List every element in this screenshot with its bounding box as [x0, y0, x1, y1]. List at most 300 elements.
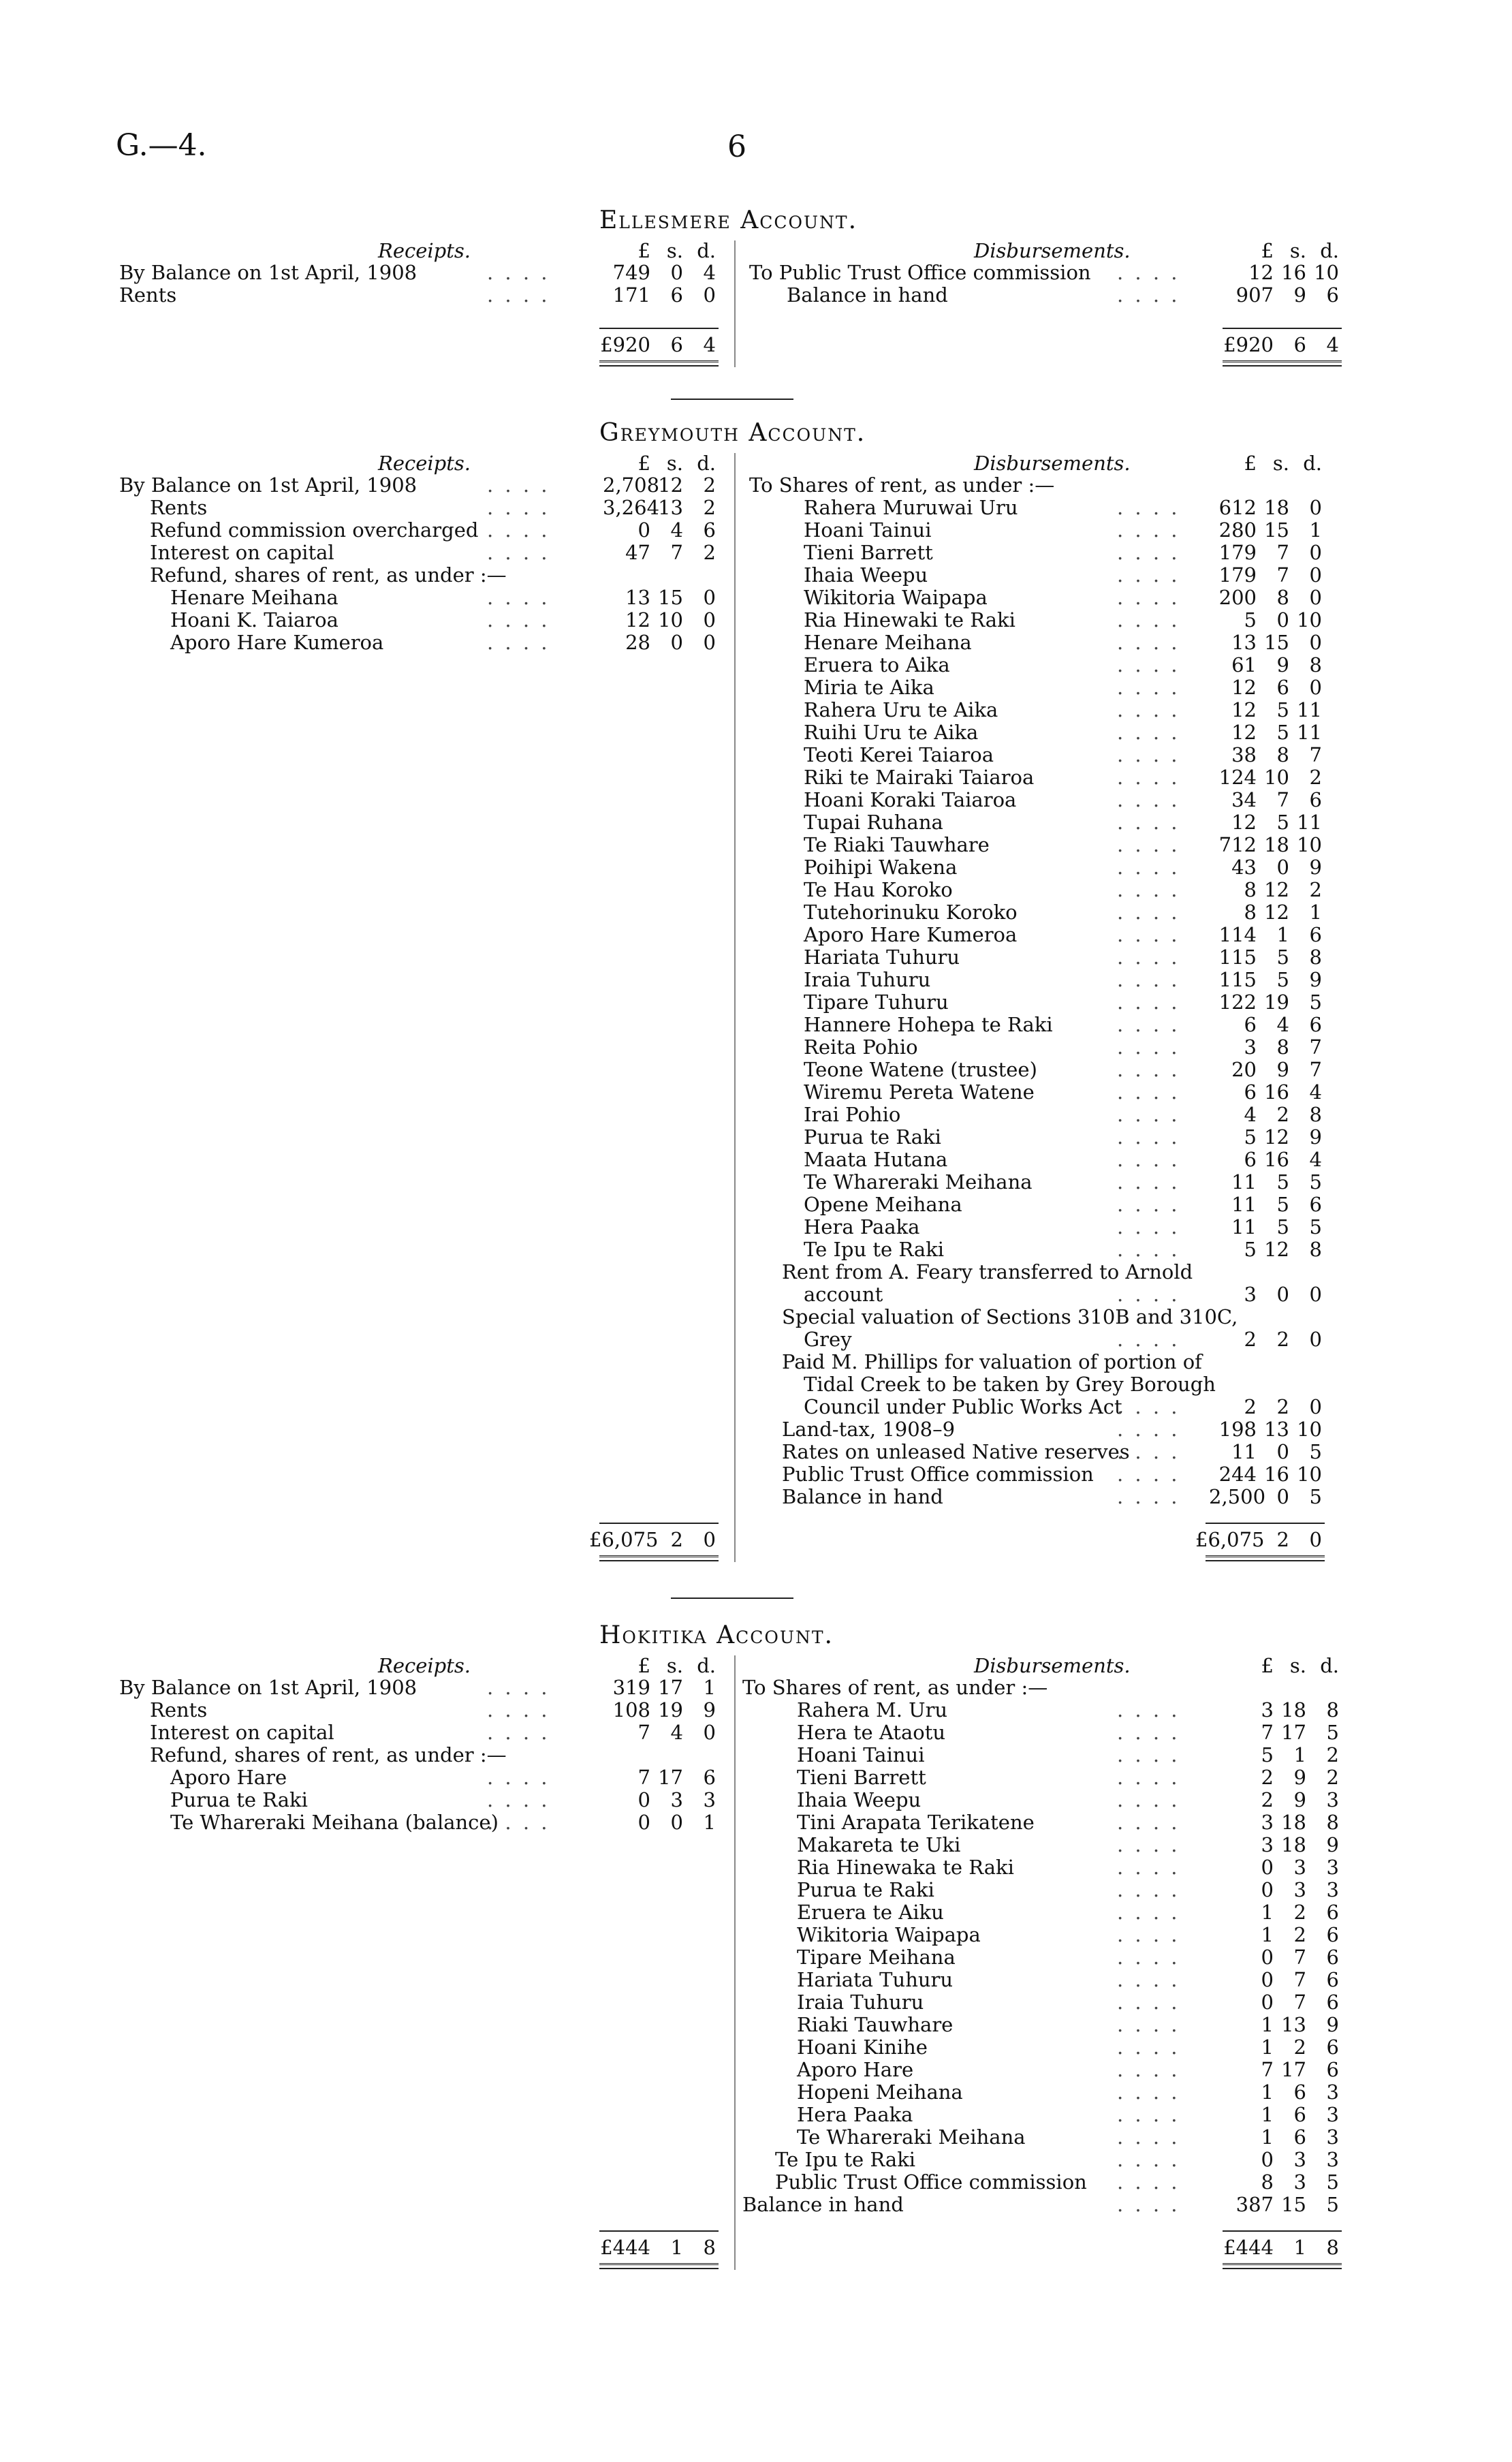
ellesmere-receipts-money-header-pound: £	[637, 239, 650, 262]
hokitika-receipts-money-header-pence: d.	[697, 1654, 716, 1677]
hokitika-receipt-amount-d: 3	[703, 1788, 716, 1811]
greymouth-receipt-amount-s: 10	[658, 608, 683, 632]
greymouth-disbursement-label: Tidal Creek to be taken by Grey Borough	[804, 1373, 1216, 1396]
greymouth-disbursement-label: Ruihi Uru te Aika	[804, 721, 979, 744]
greymouth-disbursement-row	[0, 1238, 1512, 1260]
hokitika-disbursement-amount	[1226, 1698, 1339, 1721]
hokitika-disbursement-label: Hoani Tainui	[797, 1743, 925, 1766]
hokitika-disbursement-row	[0, 1878, 1512, 1901]
greymouth-disbursement-label: account	[804, 1283, 883, 1306]
greymouth-disbursement-amount-s: 0	[1276, 608, 1289, 632]
greymouth-disbursement-label: Council under Public Works Act	[804, 1395, 1122, 1418]
greymouth-disbursement-row	[0, 631, 1512, 653]
ellesmere-disbursement-amount	[1226, 283, 1339, 307]
greymouth-disbursement-dots: . . . .	[1117, 743, 1180, 766]
greymouth-disbursement-label: Tutehorinuku Koroko	[804, 901, 1018, 924]
greymouth-disbursement-label: Hoani Tainui	[804, 518, 932, 542]
greymouth-disbursement-amount-d: 8	[1309, 1238, 1322, 1261]
hokitika-receipt-amount-s: 19	[658, 1698, 683, 1721]
hokitika-receipts-total	[589, 2236, 716, 2259]
hokitika-disbursement-dots: . . . .	[1117, 1968, 1180, 1991]
greymouth-disbursement-amount-l: 11	[1231, 1440, 1257, 1463]
greymouth-disbursement-amount-d: 9	[1309, 1125, 1322, 1149]
greymouth-disbursement-amount-l: 6	[1244, 1148, 1257, 1171]
hokitika-disbursement-amount	[1226, 2036, 1339, 2059]
hokitika-receipt-amount-d: 6	[703, 1766, 716, 1789]
hokitika-receipts-money-header-pound: £	[637, 1654, 650, 1677]
hokitika-receipt-dots: . . . .	[487, 1766, 550, 1789]
hokitika-disbursement-amount-s: 2	[1293, 1901, 1306, 1924]
greymouth-disbursement-dots: . . . .	[1117, 946, 1180, 969]
hokitika-title-rule	[671, 1598, 793, 1599]
hokitika-disbursement-row	[0, 2081, 1512, 2103]
greymouth-disbursement-label: Grey	[804, 1328, 852, 1351]
hokitika-disbursement-dots: . . . .	[1117, 1833, 1180, 1856]
greymouth-disbursement-row	[0, 856, 1512, 878]
hokitika-disbursement-amount-d: 6	[1326, 1901, 1339, 1924]
hokitika-disbursement-amount-d: 3	[1326, 1878, 1339, 1901]
hokitika-disbursement-row	[0, 1923, 1512, 1946]
ellesmere-disbursement-amount-l: 907	[1235, 283, 1274, 307]
greymouth-disbursement-row	[0, 1485, 1512, 1508]
hokitika-disbursement-dots: . . . .	[1117, 2058, 1180, 2081]
hokitika-receipt-label: By Balance on 1st April, 1908	[119, 1676, 418, 1699]
greymouth-disbursement-amount	[1209, 1035, 1322, 1059]
hokitika-receipt-label: Aporo Hare	[170, 1766, 287, 1789]
ellesmere-disbursement-row	[0, 261, 1512, 283]
greymouth-disbursement-dots: . . . .	[1117, 563, 1180, 587]
greymouth-disbursements-total	[1195, 1528, 1322, 1551]
hokitika-disbursement-label: Ihaia Weepu	[797, 1788, 922, 1811]
hokitika-disbursements-total-l: £444	[1223, 2236, 1274, 2259]
hokitika-disbursement-amount-d: 3	[1326, 2148, 1339, 2171]
greymouth-disbursement-row	[0, 1215, 1512, 1238]
greymouth-disbursement-label: Ria Hinewaki te Raki	[804, 608, 1015, 632]
greymouth-disbursement-amount-s: 9	[1276, 1058, 1289, 1081]
greymouth-disbursement-amount	[1209, 1148, 1322, 1171]
greymouth-receipts-money-header	[603, 452, 716, 475]
greymouth-receipt-amount-d: 0	[703, 631, 716, 654]
hokitika-disbursement-amount-l: 0	[1261, 2148, 1274, 2171]
hokitika-disbursement-row	[0, 1811, 1512, 1833]
greymouth-disbursements-total-rule	[1206, 1523, 1325, 1524]
greymouth-disbursements-total-d: 0	[1309, 1528, 1322, 1551]
ellesmere-disbursements-money-header-pence: d.	[1320, 239, 1339, 262]
greymouth-disbursement-amount-l: 179	[1218, 563, 1257, 587]
hokitika-disbursement-label: Te Ipu te Raki	[775, 2148, 916, 2171]
greymouth-disbursement-row	[0, 1440, 1512, 1463]
greymouth-disbursement-dots: . . . .	[1117, 923, 1180, 946]
greymouth-disbursement-amount-d: 4	[1309, 1148, 1322, 1171]
ellesmere-disbursement-amount-s: 9	[1293, 283, 1306, 307]
greymouth-disbursement-amount	[1209, 901, 1322, 924]
ellesmere-disbursement-amount-d: 6	[1326, 283, 1339, 307]
ellesmere-disbursements-total-d: 4	[1326, 333, 1339, 356]
hokitika-disbursement-amount-l: 1	[1261, 2125, 1274, 2149]
hokitika-disbursement-amount-l: 2	[1261, 1766, 1274, 1789]
greymouth-disbursement-row	[0, 946, 1512, 968]
greymouth-receipt-amount-l: 2,708	[603, 473, 660, 497]
greymouth-disbursement-dots: . . . .	[1117, 1125, 1180, 1149]
greymouth-disbursement-dots: . . . .	[1117, 766, 1180, 789]
greymouth-disbursement-amount	[1209, 946, 1322, 969]
greymouth-disbursement-amount-s: 7	[1276, 563, 1289, 587]
greymouth-disbursement-row	[0, 541, 1512, 563]
greymouth-disbursement-amount-d: 8	[1309, 653, 1322, 676]
hokitika-disbursement-amount-l: 1	[1261, 1923, 1274, 1946]
greymouth-disbursement-amount-l: 12	[1231, 811, 1257, 834]
greymouth-disbursement-amount-d: 5	[1309, 1215, 1322, 1238]
ellesmere-receipts-label: Receipts.	[378, 239, 471, 262]
hokitika-disbursement-label: Makareta te Uki	[797, 1833, 961, 1856]
greymouth-disbursement-amount-d: 1	[1309, 518, 1322, 542]
greymouth-disbursement-amount	[1209, 766, 1322, 789]
greymouth-receipts-total-l: £6,075	[589, 1528, 659, 1551]
greymouth-disbursement-row	[0, 743, 1512, 766]
greymouth-disbursement-amount-s: 13	[1264, 1418, 1289, 1441]
greymouth-disbursement-amount-l: 6	[1244, 1013, 1257, 1036]
greymouth-disbursement-amount	[1209, 811, 1322, 834]
greymouth-disbursement-amount	[1209, 721, 1322, 744]
greymouth-receipt-label: Refund commission overcharged	[150, 518, 479, 542]
greymouth-disbursement-amount	[1209, 518, 1322, 542]
greymouth-receipt-amount-s: 12	[658, 473, 683, 497]
hokitika-receipt-dots: . . . .	[487, 1811, 550, 1834]
hokitika-disbursement-amount-l: 0	[1261, 1968, 1274, 1991]
greymouth-disbursement-amount-l: 12	[1231, 698, 1257, 721]
ellesmere-disbursement-amount	[1226, 261, 1339, 284]
hokitika-disbursement-label: Hera Paaka	[797, 2103, 913, 2126]
greymouth-disbursement-label: Rahera Uru te Aika	[804, 698, 998, 721]
hokitika-disbursement-amount-d: 3	[1326, 2125, 1339, 2149]
ellesmere-receipts-total	[589, 333, 716, 356]
greymouth-receipts-total	[589, 1528, 716, 1551]
hokitika-disbursement-row	[0, 1743, 1512, 1766]
greymouth-receipts-total-double-rule	[599, 1555, 719, 1561]
greymouth-disbursement-amount-l: 115	[1218, 946, 1257, 969]
greymouth-disbursement-amount	[1209, 1418, 1322, 1441]
greymouth-disbursement-amount-l: 8	[1244, 878, 1257, 901]
hokitika-receipts-total-rule	[599, 2230, 719, 2232]
hokitika-disbursement-amount-s: 18	[1281, 1833, 1306, 1856]
greymouth-disbursement-dots: . . . .	[1117, 1148, 1180, 1171]
greymouth-disbursement-amount-d: 0	[1309, 1283, 1322, 1306]
greymouth-receipts-total-d: 0	[703, 1528, 716, 1551]
greymouth-receipts-money-header-pound: £	[637, 452, 650, 475]
hokitika-receipt-label: Purua te Raki	[170, 1788, 308, 1811]
hokitika-disbursement-amount-s: 6	[1293, 2081, 1306, 2104]
hokitika-disbursement-amount-s: 3	[1293, 2148, 1306, 2171]
greymouth-disbursement-dots: . . . .	[1117, 1463, 1180, 1486]
greymouth-disbursement-label: Balance in hand	[782, 1485, 943, 1508]
greymouth-disbursement-dots: . . . .	[1117, 1238, 1180, 1261]
greymouth-disbursement-amount-d: 4	[1309, 1080, 1322, 1104]
hokitika-disbursement-amount-l: 7	[1261, 2058, 1274, 2081]
greymouth-disbursement-amount-s: 0	[1276, 1485, 1289, 1508]
greymouth-disbursement-row	[0, 1148, 1512, 1170]
greymouth-disbursement-amount-l: 200	[1218, 586, 1257, 609]
greymouth-disbursement-dots: . . . .	[1117, 1418, 1180, 1441]
greymouth-disbursement-label: Hariata Tuhuru	[804, 946, 960, 969]
greymouth-disbursement-amount	[1209, 1013, 1322, 1036]
hokitika-disbursement-label: Te Whareraki Meihana	[797, 2125, 1026, 2149]
greymouth-disbursement-label: Wiremu Pereta Watene	[804, 1080, 1035, 1104]
greymouth-disbursement-dots: . . . .	[1117, 1170, 1180, 1194]
greymouth-disbursement-dots: . . . .	[1117, 991, 1180, 1014]
greymouth-disbursement-amount-s: 5	[1276, 811, 1289, 834]
greymouth-disbursement-amount-l: 122	[1218, 991, 1257, 1014]
hokitika-disbursement-amount-l: 0	[1261, 1856, 1274, 1879]
hokitika-receipt-dots: . . . .	[487, 1676, 550, 1699]
greymouth-disbursement-row	[0, 1463, 1512, 1485]
hokitika-disbursement-amount-l: 1	[1261, 2036, 1274, 2059]
greymouth-disbursement-amount-l: 179	[1218, 541, 1257, 564]
greymouth-disbursement-label: Public Trust Office commission	[782, 1463, 1094, 1486]
hokitika-receipts-money-header	[603, 1654, 716, 1677]
hokitika-disbursement-amount	[1226, 2170, 1339, 2194]
greymouth-disbursement-label: Eruera to Aika	[804, 653, 950, 676]
hokitika-disbursements-total-s: 1	[1293, 2236, 1306, 2259]
greymouth-disbursement-amount	[1209, 1080, 1322, 1104]
greymouth-disbursement-dots: . . . .	[1117, 1485, 1180, 1508]
hokitika-receipt-amount-s: 17	[658, 1766, 683, 1789]
greymouth-receipt-label: Refund, shares of rent, as under :—	[150, 563, 507, 587]
hokitika-disbursements-label: Disbursements.	[974, 1654, 1131, 1677]
hokitika-disbursement-dots: . . . .	[1117, 1766, 1180, 1789]
hokitika-disbursement-amount	[1226, 1766, 1339, 1789]
hokitika-receipt-amount-l: 7	[637, 1721, 650, 1744]
greymouth-disbursement-amount-s: 2	[1276, 1103, 1289, 1126]
hokitika-receipt-amount-d: 1	[703, 1811, 716, 1834]
greymouth-receipt-amount-l: 0	[637, 518, 650, 542]
hokitika-disbursement-amount-d: 3	[1326, 2081, 1339, 2104]
greymouth-disbursement-row	[0, 968, 1512, 991]
hokitika-disbursement-amount-s: 1	[1293, 1743, 1306, 1766]
hokitika-disbursement-amount	[1226, 1968, 1339, 1991]
greymouth-disbursement-dots: . . . .	[1117, 496, 1180, 519]
hokitika-receipts-total-d: 8	[703, 2236, 716, 2259]
greymouth-disbursement-row	[0, 1170, 1512, 1193]
greymouth-disbursements-money-header-pound: £	[1244, 452, 1257, 475]
greymouth-disbursement-amount	[1209, 1103, 1322, 1126]
greymouth-receipts-label: Receipts.	[378, 452, 471, 475]
greymouth-disbursement-amount	[1209, 833, 1322, 856]
greymouth-disbursement-row	[0, 766, 1512, 788]
greymouth-disbursement-amount-d: 8	[1309, 1103, 1322, 1126]
greymouth-disbursement-amount-l: 2	[1244, 1328, 1257, 1351]
hokitika-disbursements-total	[1212, 2236, 1339, 2259]
greymouth-disbursement-label: Opene Meihana	[804, 1193, 962, 1216]
greymouth-receipt-amount-l: 12	[625, 608, 650, 632]
greymouth-disbursement-amount-s: 8	[1276, 743, 1289, 766]
greymouth-disbursement-label: To Shares of rent, as under :—	[749, 473, 1055, 497]
greymouth-disbursement-dots: . . . .	[1117, 901, 1180, 924]
hokitika-receipt-amount-l: 319	[612, 1676, 650, 1699]
greymouth-receipt-amount-s: 7	[670, 541, 683, 564]
greymouth-disbursement-label: Teoti Kerei Taiaroa	[804, 743, 994, 766]
hokitika-disbursement-amount-l: 7	[1261, 1721, 1274, 1744]
ellesmere-receipt-amount-d: 0	[703, 283, 716, 307]
greymouth-disbursement-amount-s: 12	[1264, 901, 1289, 924]
hokitika-disbursement-amount-d: 9	[1326, 2013, 1339, 2036]
hokitika-disbursement-amount	[1226, 2193, 1339, 2216]
greymouth-disbursement-row	[0, 496, 1512, 518]
greymouth-receipt-amount-d: 2	[703, 473, 716, 497]
greymouth-disbursement-amount-l: 5	[1244, 608, 1257, 632]
greymouth-disbursement-row	[0, 1305, 1512, 1328]
greymouth-receipt-label: Aporo Hare Kumeroa	[170, 631, 384, 654]
greymouth-disbursement-dots: . . . .	[1117, 1328, 1180, 1351]
greymouth-disbursement-row	[0, 878, 1512, 901]
hokitika-disbursement-amount-d: 6	[1326, 1991, 1339, 2014]
hokitika-disbursement-label: Iraia Tuhuru	[797, 1991, 924, 2014]
greymouth-disbursement-amount	[1209, 1440, 1322, 1463]
hokitika-disbursement-amount-d: 6	[1326, 2036, 1339, 2059]
greymouth-disbursement-amount-d: 5	[1309, 991, 1322, 1014]
greymouth-disbursement-amount-d: 11	[1297, 811, 1322, 834]
greymouth-disbursement-amount-d: 7	[1309, 1058, 1322, 1081]
hokitika-disbursement-amount-d: 6	[1326, 1923, 1339, 1946]
greymouth-disbursement-amount	[1209, 923, 1322, 946]
hokitika-disbursement-dots: . . . .	[1117, 1698, 1180, 1721]
greymouth-disbursement-amount	[1209, 788, 1322, 811]
greymouth-disbursement-amount-d: 10	[1297, 1418, 1322, 1441]
greymouth-disbursement-label: Rates on unleased Native reserves	[782, 1440, 1130, 1463]
greymouth-disbursement-amount-l: 5	[1244, 1238, 1257, 1261]
hokitika-disbursements-money-header-shilling: s.	[1289, 1654, 1306, 1677]
greymouth-disbursement-label: Maata Hutana	[804, 1148, 948, 1171]
hokitika-disbursement-label: Balance in hand	[742, 2193, 904, 2216]
greymouth-disbursement-amount-s: 5	[1276, 1193, 1289, 1216]
hokitika-receipt-amount-d: 0	[703, 1721, 716, 1744]
greymouth-disbursement-amount	[1209, 1058, 1322, 1081]
ellesmere-disbursement-amount-l: 12	[1248, 261, 1274, 284]
ellesmere-disbursements-money-header	[1226, 239, 1339, 262]
greymouth-disbursement-row	[0, 676, 1512, 698]
greymouth-disbursement-amount-l: 2	[1244, 1395, 1257, 1418]
greymouth-disbursement-amount-l: 11	[1231, 1215, 1257, 1238]
hokitika-disbursement-row	[0, 1721, 1512, 1743]
hokitika-receipt-amount-l: 108	[612, 1698, 650, 1721]
greymouth-disbursement-amount-l: 4	[1244, 1103, 1257, 1126]
greymouth-disbursement-label: Te Ipu te Raki	[804, 1238, 945, 1261]
hokitika-disbursement-amount	[1226, 2013, 1339, 2036]
hokitika-disbursement-dots: . . . .	[1117, 2193, 1180, 2216]
greymouth-disbursement-row	[0, 811, 1512, 833]
greymouth-disbursement-dots: . . . .	[1117, 1283, 1180, 1306]
greymouth-disbursement-amount-l: 20	[1231, 1058, 1257, 1081]
greymouth-disbursement-amount-d: 7	[1309, 743, 1322, 766]
greymouth-disbursement-amount	[1209, 676, 1322, 699]
ellesmere-disbursements-total	[1212, 333, 1339, 356]
greymouth-disbursement-label: Miria te Aika	[804, 676, 934, 699]
hokitika-disbursement-row	[0, 1698, 1512, 1721]
hokitika-disbursement-row	[0, 2125, 1512, 2148]
hokitika-disbursement-amount-s: 7	[1293, 1946, 1306, 1969]
hokitika-disbursement-dots: . . . .	[1117, 1991, 1180, 2014]
hokitika-disbursement-dots: . . . .	[1117, 1901, 1180, 1924]
hokitika-disbursement-amount-d: 3	[1326, 1788, 1339, 1811]
greymouth-disbursement-label: Te Whareraki Meihana	[804, 1170, 1033, 1194]
greymouth-disbursement-amount-d: 11	[1297, 721, 1322, 744]
greymouth-disbursement-amount-s: 5	[1276, 1215, 1289, 1238]
greymouth-disbursement-row	[0, 586, 1512, 608]
greymouth-disbursement-amount-d: 11	[1297, 698, 1322, 721]
hokitika-disbursements-total-d: 8	[1326, 2236, 1339, 2259]
ellesmere-disbursements-money-header-pound: £	[1261, 239, 1274, 262]
hokitika-disbursements-total-rule	[1223, 2230, 1342, 2232]
hokitika-disbursement-label: Purua te Raki	[797, 1878, 934, 1901]
greymouth-disbursement-amount-d: 0	[1309, 563, 1322, 587]
ellesmere-receipt-label: By Balance on 1st April, 1908	[119, 261, 418, 284]
greymouth-disbursements-money-header-pence: d.	[1303, 452, 1322, 475]
hokitika-receipt-label: Interest on capital	[150, 1721, 334, 1744]
hokitika-disbursement-dots: . . . .	[1117, 1946, 1180, 1969]
hokitika-receipt-dots: . . . .	[487, 1721, 550, 1744]
hokitika-disbursement-amount	[1226, 1901, 1339, 1924]
hokitika-disbursement-label: Ria Hinewaka te Raki	[797, 1856, 1014, 1879]
hokitika-disbursement-amount-s: 6	[1293, 2103, 1306, 2126]
hokitika-disbursement-amount-d: 2	[1326, 1766, 1339, 1789]
hokitika-receipts-total-s: 1	[670, 2236, 683, 2259]
greymouth-disbursement-amount-d: 0	[1309, 586, 1322, 609]
ellesmere-receipt-dots: . . . .	[487, 283, 550, 307]
greymouth-disbursement-dots: . . . .	[1117, 1103, 1180, 1126]
hokitika-disbursement-amount-l: 3	[1261, 1698, 1274, 1721]
greymouth-title: Greymouth Account.	[599, 419, 866, 447]
greymouth-disbursement-amount-s: 12	[1264, 1238, 1289, 1261]
greymouth-disbursement-row	[0, 1193, 1512, 1215]
greymouth-disbursement-amount-d: 1	[1309, 901, 1322, 924]
greymouth-disbursement-amount	[1209, 1283, 1322, 1306]
greymouth-disbursement-amount	[1209, 1125, 1322, 1149]
ellesmere-receipts-total-double-rule	[599, 360, 719, 367]
hokitika-receipt-dots: . . . .	[487, 1698, 550, 1721]
greymouth-disbursement-row	[0, 1260, 1512, 1283]
greymouth-disbursement-amount-s: 9	[1276, 653, 1289, 676]
hokitika-disbursement-amount	[1226, 1991, 1339, 2014]
greymouth-disbursements-total-s: 2	[1276, 1528, 1289, 1551]
greymouth-disbursement-row	[0, 721, 1512, 743]
greymouth-disbursement-dots: . . . .	[1117, 631, 1180, 654]
greymouth-disbursement-dots: . . . .	[1117, 1215, 1180, 1238]
greymouth-disbursement-amount-l: 43	[1231, 856, 1257, 879]
hokitika-disbursement-amount-l: 0	[1261, 1878, 1274, 1901]
hokitika-disbursement-amount-l: 0	[1261, 1946, 1274, 1969]
hokitika-disbursement-amount	[1226, 1743, 1339, 1766]
greymouth-disbursements-total-double-rule	[1206, 1555, 1325, 1561]
greymouth-receipt-amount-l: 13	[625, 586, 650, 609]
greymouth-disbursement-label: Special valuation of Sections 310B and 310C,	[782, 1305, 1238, 1328]
greymouth-disbursement-amount-d: 10	[1297, 1463, 1322, 1486]
greymouth-disbursement-amount	[1209, 653, 1322, 676]
greymouth-disbursement-amount-d: 0	[1309, 631, 1322, 654]
hokitika-receipt-dots: . . . .	[487, 1788, 550, 1811]
hokitika-disbursement-dots: . . . .	[1117, 1878, 1180, 1901]
greymouth-disbursement-amount-s: 18	[1264, 833, 1289, 856]
hokitika-disbursement-amount-l: 5	[1261, 1743, 1274, 1766]
hokitika-disbursement-label: Aporo Hare	[797, 2058, 914, 2081]
greymouth-disbursement-row	[0, 1103, 1512, 1125]
ellesmere-receipt-amount-l: 171	[612, 283, 650, 307]
hokitika-receipt-label: Rents	[150, 1698, 208, 1721]
greymouth-disbursement-amount	[1209, 1193, 1322, 1216]
greymouth-disbursement-amount-l: 5	[1244, 1125, 1257, 1149]
greymouth-disbursement-amount-l: 12	[1231, 721, 1257, 744]
hokitika-disbursement-dots: . . . .	[1117, 2081, 1180, 2104]
greymouth-disbursement-amount-d: 2	[1309, 766, 1322, 789]
greymouth-disbursement-label: Paid M. Phillips for valuation of portion of	[782, 1350, 1202, 1373]
